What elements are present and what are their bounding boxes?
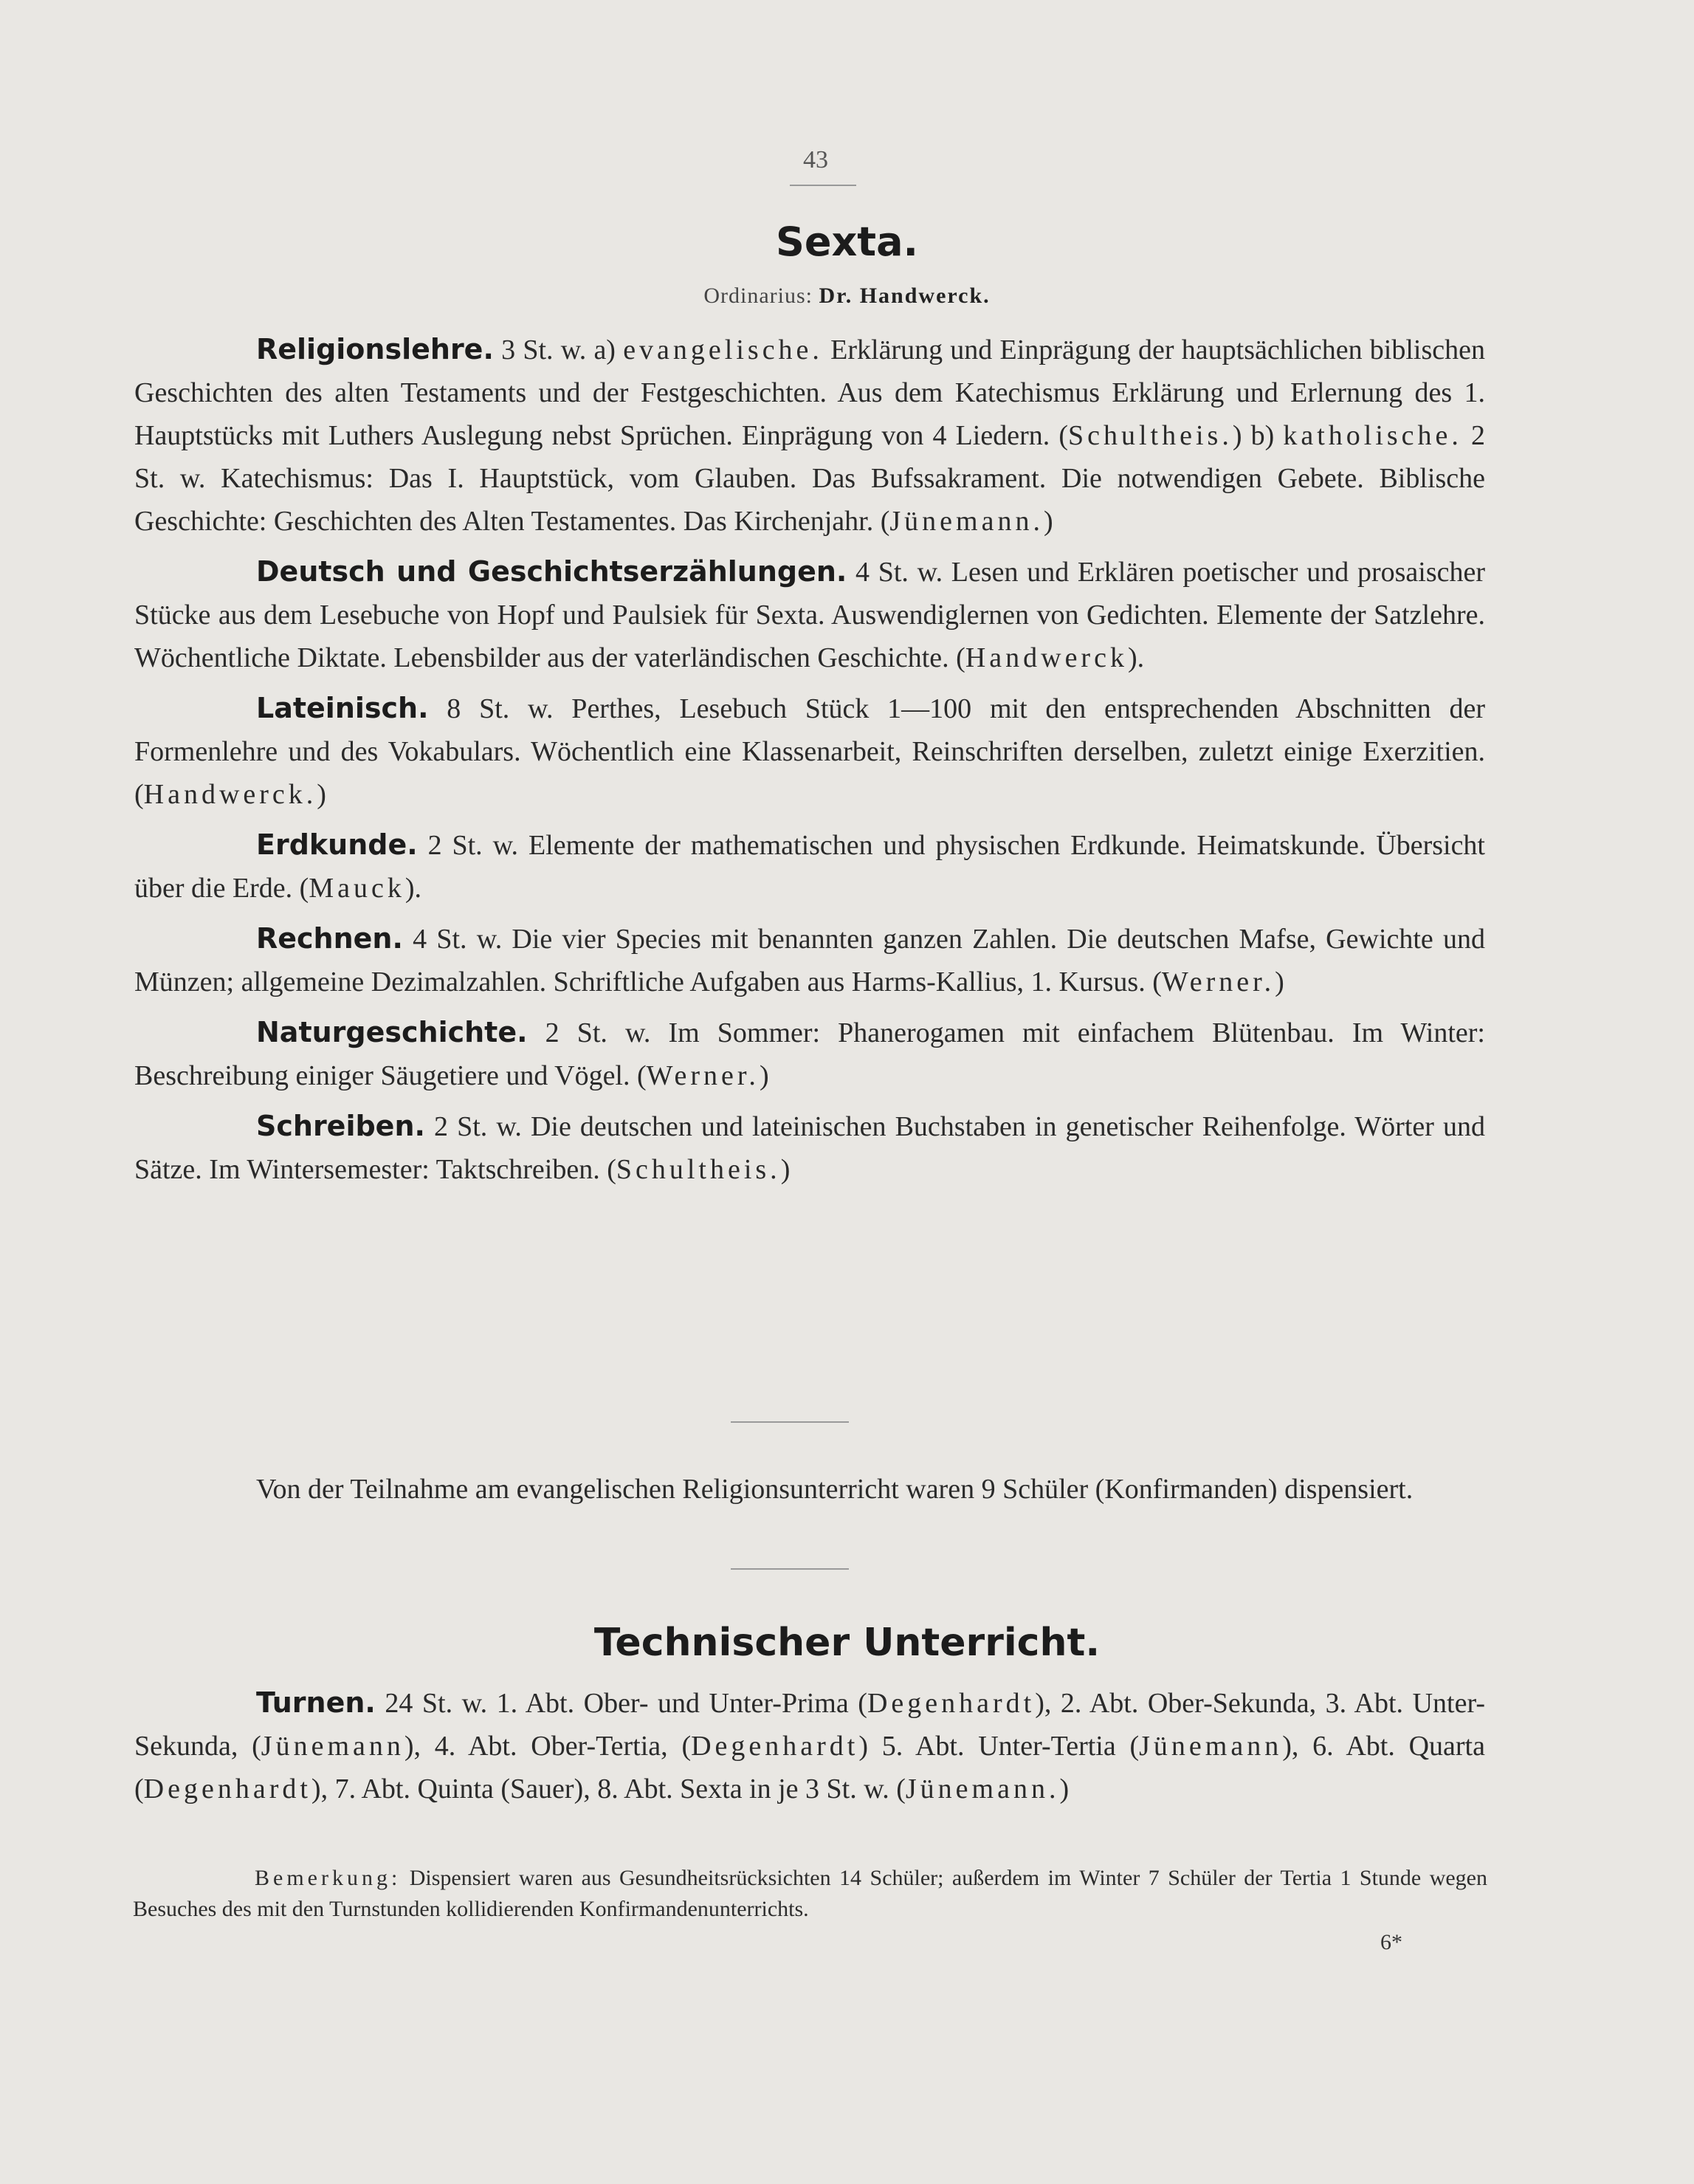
subject-text: 2 St. w. Die deutschen und lateinischen Buchstaben in genetischer Reihenfolge. Wörter und Sätze. Im Wintersemester: Taktschreiben. (: [134, 1111, 1485, 1185]
dispensation-text: Von der Teilnahme am evangelischen Religionsunterricht waren 9 Schüler (Konfirmanden) dispensiert.: [256, 1474, 1414, 1505]
section-title: Sexta.: [775, 219, 919, 265]
subject-text: ): [1059, 1773, 1070, 1804]
subject-paragraph: [134, 917, 1485, 1003]
section2-title: Technischer Unterricht.: [593, 1621, 1101, 1665]
divider: [731, 1568, 849, 1570]
teacher-name: Mauck: [309, 873, 405, 904]
subject-list: [134, 328, 1485, 1198]
signature-mark: 6*: [1380, 1930, 1402, 1954]
dispensation-block: [134, 1468, 1485, 1511]
remark-label: Bemerkung:: [255, 1866, 402, 1890]
subject-paragraph: [134, 687, 1485, 816]
teacher-name: Jünemann.: [889, 506, 1044, 537]
page-number-rule: [790, 185, 856, 186]
teacher-name: Degenhardt: [691, 1731, 859, 1762]
teacher-name: Werner.: [1161, 966, 1275, 997]
teacher-name: Handwerck: [965, 642, 1128, 673]
subject-heading: Rechnen.: [256, 922, 403, 955]
teacher-name: Werner.: [646, 1060, 760, 1091]
subject-text: ).: [404, 873, 422, 904]
subject-text: ): [759, 1060, 769, 1091]
ordinarius-line: [0, 284, 1694, 309]
subject-text: ), 2. Abt. Ober-Sekunda, 3. Abt. Unter-Sekunda, (: [134, 1688, 1486, 1762]
remark-paragraph: [133, 1863, 1487, 1925]
subject-text: 2 St. w. Katechismus: Das I. Hauptstück, vom Glauben. Das Bufssakrament. Die notwendigen Gebete. Biblische Geschichte: Geschichten des Alten Testamentes. Das Kirchenjahr. (: [134, 420, 1486, 537]
teacher-name: Schultheis.: [1068, 420, 1233, 451]
subject-text: 3 St. w. a): [493, 334, 624, 365]
remark-text: Dispensiert waren aus Gesundheitsrücksichten 14 Schüler; außerdem im Winter 7 Schüler der Tertia 1 Stunde wegen Besuches des mit den Turnstunden kollidierenden Konfirmandenunterrichts.: [133, 1866, 1487, 1921]
ordinarius-name: Dr. Handwerck.: [819, 284, 991, 308]
subject-text: 4 St. w. Lesen und Erklären poetischer und prosaischer Stücke aus dem Lesebuche von Hopf und Paulsiek für Sexta. Auswendiglernen von Gedichten. Elemente der Satzlehre. Wöchentliche Diktate. Lebensbilder aus der vaterländischen Geschichte. (: [134, 557, 1486, 673]
subject-text: ) b): [1232, 420, 1284, 451]
subject-text: Erklärung und Einprägung der hauptsächlichen biblischen Geschichten des alten Testaments und der Festgeschichten. Aus dem Katechismus Erklärung und Erlernung des 1. Hauptstücks mit Luthers Auslegung nebst Sprüchen. Einprägung von 4 Liedern. (: [134, 334, 1485, 451]
subject-paragraph: [134, 823, 1485, 910]
subject-text: 24 St. w. 1. Abt. Ober- und Unter-Prima (: [375, 1688, 867, 1719]
subject-text: ): [780, 1154, 791, 1185]
teacher-name: Degenhardt: [867, 1688, 1036, 1719]
subject-text: 2 St. w. Elemente der mathematischen und physischen Erdkunde. Heimatskunde. Übersicht über die Erde. (: [134, 830, 1485, 904]
subject-heading: Naturgeschichte.: [256, 1016, 528, 1048]
subject-text: ).: [1127, 642, 1145, 673]
subject-heading: Lateinisch.: [256, 692, 429, 724]
subject-heading: Schreiben.: [256, 1110, 425, 1142]
subject-text: ): [1043, 506, 1053, 537]
subject-text: ), 7. Abt. Quinta (Sauer), 8. Abt. Sexta in je 3 St. w. (: [311, 1773, 906, 1804]
subject-text: 2 St. w. Im Sommer: Phanerogamen mit einfachem Blütenbau. Im Winter: Beschreibung einiger Säugetiere und Vögel. (: [134, 1017, 1485, 1091]
page-number: 43: [803, 146, 828, 174]
subject-text: ) 5. Abt. Unter-Tertia (: [858, 1731, 1140, 1762]
teacher-name: evangelische.: [623, 334, 823, 365]
teacher-name: Handwerck.: [143, 779, 317, 810]
ordinarius-label: Ordinarius:: [703, 284, 813, 308]
subject-text: ): [1275, 966, 1284, 997]
subject-paragraph: [134, 328, 1485, 543]
subject-heading: Erdkunde.: [256, 828, 418, 861]
turnen-block: [134, 1681, 1485, 1810]
subject-text: 8 St. w. Perthes, Lesebuch Stück 1—100 mit den entsprechenden Abschnitten der Formenlehre und des Vokabulars. Wöchentlich eine Klassenarbeit, Reinschriften derselben, zuletzt einige Exerzitien. (: [134, 693, 1485, 810]
teacher-name: Jünemann.: [905, 1773, 1060, 1804]
subject-text: ), 6. Abt. Quarta (: [134, 1731, 1485, 1804]
remark: [133, 1863, 1487, 1925]
teacher-name: Jünemann: [261, 1731, 404, 1762]
subject-paragraph: [134, 1105, 1485, 1191]
subject-heading: Turnen.: [256, 1686, 376, 1719]
subject-text: 4 St. w. Die vier Species mit benannten ganzen Zahlen. Die deutschen Mafse, Gewichte und Münzen; allgemeine Dezimalzahlen. Schriftliche Aufgaben aus Harms-Kallius, 1. Kursus. (: [134, 924, 1485, 997]
subject-text: ): [317, 779, 326, 810]
teacher-name: katholische.: [1283, 420, 1462, 451]
teacher-name: Schultheis.: [616, 1154, 781, 1185]
subject-heading: Deutsch und Geschichtserzählungen.: [256, 555, 847, 588]
subject-paragraph: [134, 550, 1485, 679]
subject-paragraph: [134, 1011, 1485, 1097]
subject-text: ), 4. Abt. Ober-Tertia, (: [404, 1731, 692, 1762]
divider: [731, 1421, 849, 1423]
turnen-paragraph: [134, 1681, 1485, 1810]
teacher-name: Degenhardt: [143, 1773, 311, 1804]
subject-heading: Religionslehre.: [256, 333, 494, 365]
teacher-name: Jünemann: [1139, 1731, 1283, 1762]
